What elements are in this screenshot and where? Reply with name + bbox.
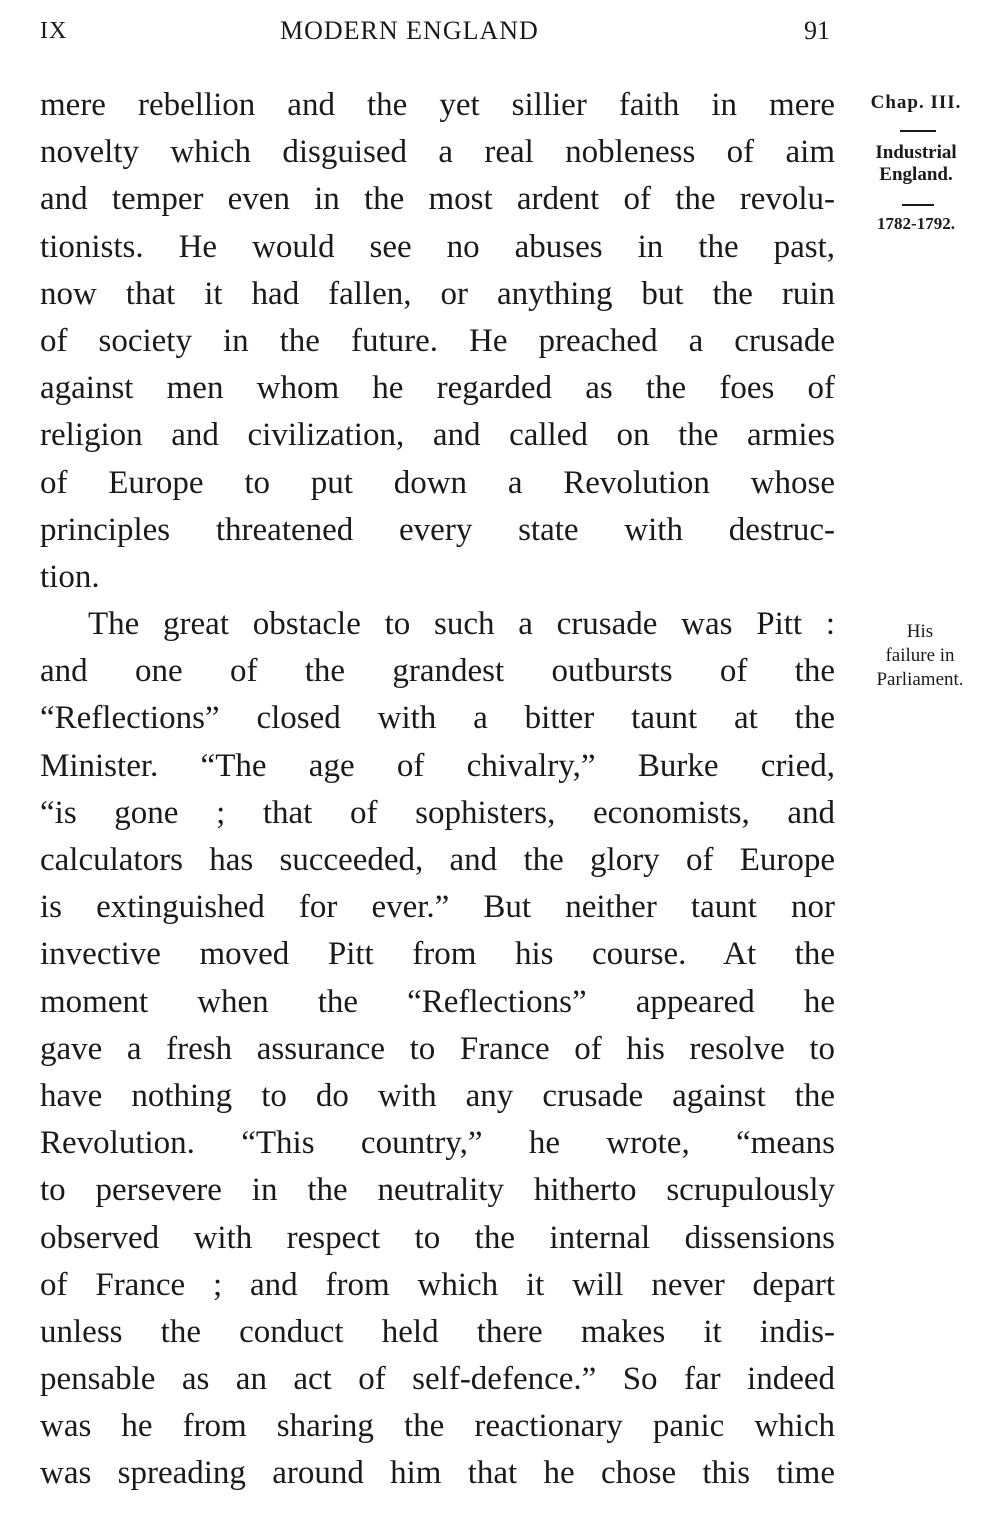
- text-line: moment when the “Reflections” appeared he: [40, 983, 835, 1020]
- text-line: of society in the future. He preached a crusade: [40, 322, 835, 359]
- page-number: 91: [804, 16, 830, 45]
- text-line: mere rebellion and the yet sillier faith in mere: [40, 87, 835, 123]
- margin-note-topic: [848, 620, 992, 692]
- text-line: gave a fresh assurance to France of his resolve to: [40, 1030, 835, 1067]
- text-line: to persevere in the neutrality hitherto scrupulously: [40, 1172, 835, 1209]
- margin-note-chapter: Chap. III.: [870, 92, 962, 113]
- book-title: MODERN ENGLAND: [280, 16, 539, 45]
- margin-note-section: [852, 142, 980, 186]
- running-head: [40, 14, 830, 54]
- text-line: calculators has succeeded, and the glory of Europe: [40, 842, 835, 878]
- text-line: now that it had fallen, or anything but the ruin: [40, 275, 835, 312]
- text-line: Revolution. “This country,” he wrote, “means: [40, 1125, 835, 1162]
- margin-note-topic-line2: failure in: [885, 645, 955, 666]
- text-line: religion and civilization, and called on the armies: [40, 417, 835, 454]
- text-line: tionists. He would see no abuses in the past,: [40, 228, 835, 265]
- text-line: principles threatened every state with destruc-: [40, 511, 835, 548]
- text-line: “Reflections” closed with a bitter taunt at the: [40, 700, 835, 737]
- text-line: observed with respect to the internal dissensions: [40, 1219, 835, 1256]
- text-line: pensable as an act of self-defence.” So far indeed: [40, 1361, 835, 1398]
- text-line: invective moved Pitt from his course. At the: [40, 936, 835, 973]
- margin-note-topic-line3: Parliament.: [876, 669, 964, 690]
- text-line: was spreading around him that he chose this time: [40, 1455, 835, 1492]
- margin-rule: [900, 130, 936, 132]
- text-line: unless the conduct held there makes it indis-: [40, 1313, 835, 1350]
- text-line: of France ; and from which it will never depart: [40, 1266, 835, 1303]
- text-line: of Europe to put down a Revolution whose: [40, 464, 835, 501]
- text-line: novelty which disguised a real nobleness of aim: [40, 134, 835, 171]
- margin-note-topic-line1: His: [906, 621, 934, 642]
- margin-rule: [902, 204, 934, 206]
- text-line: against men whom he regarded as the foes of: [40, 370, 835, 407]
- margin-note-section-line1: Industrial: [875, 142, 957, 163]
- body-text: [40, 82, 835, 1498]
- margin-note-section-line2: England.: [879, 164, 953, 185]
- margin-note-years: 1782-1792.: [877, 214, 955, 233]
- text-line: Minister. “The age of chivalry,” Burke cried,: [40, 747, 835, 784]
- chapter-numeral: IX: [40, 18, 68, 44]
- text-line: have nothing to do with any crusade against the: [40, 1077, 835, 1114]
- text-line: and one of the grandest outbursts of the: [40, 653, 835, 690]
- text-line: was he from sharing the reactionary panic which: [40, 1408, 835, 1445]
- text-line: is extinguished for ever.” But neither taunt nor: [40, 889, 835, 926]
- text-line: “is gone ; that of sophisters, economists, and: [40, 794, 835, 831]
- text-line: tion.: [40, 558, 100, 595]
- text-line: and temper even in the most ardent of the revolu-: [40, 181, 835, 218]
- text-line: The great obstacle to such a crusade was Pitt :: [88, 606, 835, 643]
